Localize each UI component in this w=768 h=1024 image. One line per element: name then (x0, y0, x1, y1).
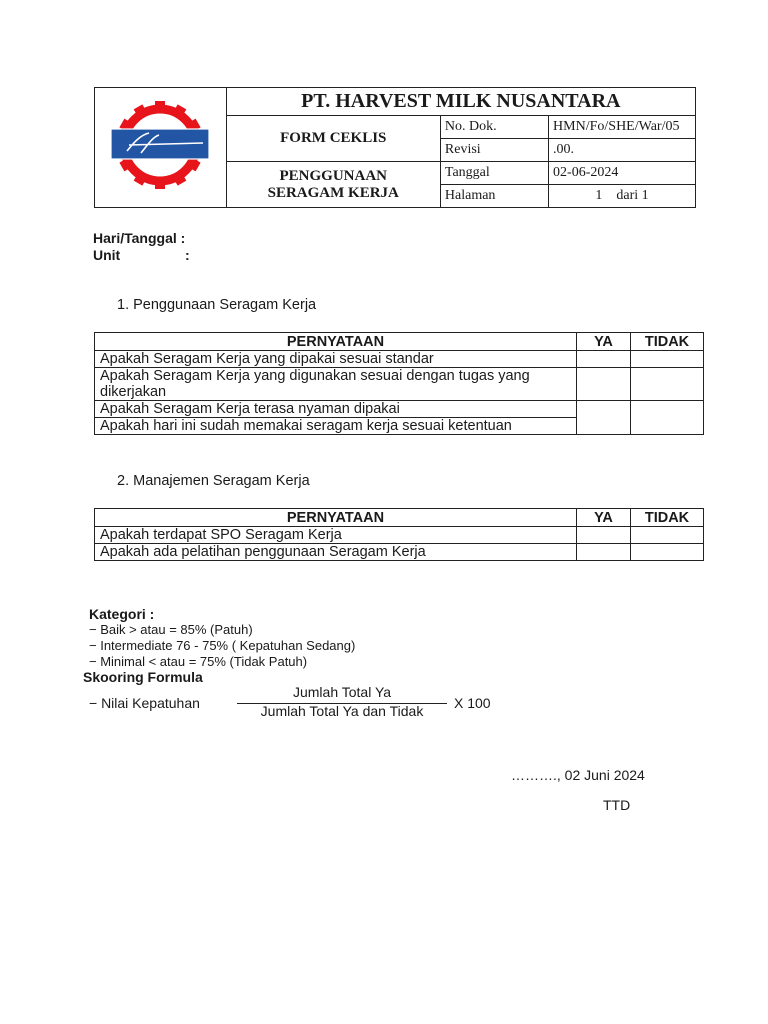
no-checkbox-cell[interactable] (631, 401, 704, 435)
yes-checkbox-cell[interactable] (577, 527, 631, 544)
section2-col-no: TIDAK (631, 509, 704, 527)
section1-col-yes: YA (577, 333, 631, 351)
section1-title: 1. Penggunaan Seragam Kerja (117, 297, 317, 313)
unit-label: Unit (93, 247, 121, 263)
statement-cell: Apakah terdapat SPO Seragam Kerja (95, 527, 577, 544)
section2-table (94, 508, 704, 561)
table-row (95, 401, 704, 418)
statement-cell: Apakah Seragam Kerja yang digunakan sesuai dengan tugas yang dikerjakan (95, 368, 577, 401)
gear-tooth (155, 101, 165, 112)
no-checkbox-cell[interactable] (631, 351, 704, 368)
doc-no-value: HMN/Fo/SHE/War/05 (549, 116, 696, 139)
form-fields (93, 230, 190, 264)
section1-col-statement: PERNYATAAN (95, 333, 577, 351)
formula-numerator: Jumlah Total Ya (292, 684, 392, 700)
category-item: − Baik > atau = 85% (Patuh) (89, 622, 253, 637)
formula-denominator: Jumlah Total Ya dan Tidak (260, 703, 424, 719)
date-value: 02-06-2024 (549, 162, 696, 185)
scoring-title: Skooring Formula (83, 669, 203, 685)
day-date-label: Hari/Tanggal : (93, 230, 186, 246)
day-date-field (93, 230, 190, 247)
category-item: − Minimal < atau = 75% (Tidak Patuh) (89, 654, 308, 669)
no-checkbox-cell[interactable] (631, 527, 704, 544)
statement-cell: Apakah Seragam Kerja terasa nyaman dipakai (95, 401, 577, 418)
statement-cell: Apakah Seragam Kerja yang dipakai sesuai standar (95, 351, 577, 368)
no-checkbox-cell[interactable] (631, 544, 704, 561)
compliance-label: − Nilai Kepatuhan (89, 695, 200, 711)
section2-col-yes: YA (577, 509, 631, 527)
form-subtitle-line2: SERAGAM KERJA (267, 184, 399, 201)
gear-tooth (155, 178, 165, 189)
doc-no-label: No. Dok. (440, 116, 548, 139)
unit-colon: : (185, 247, 190, 263)
revision-label: Revisi (440, 139, 548, 162)
place-date: ………., 02 Juni 2024 (511, 767, 645, 783)
category-item: − Intermediate 76 - 75% ( Kepatuhan Sedang) (89, 638, 356, 653)
category-title: Kategori : (89, 606, 155, 622)
form-title: FORM CEKLIS (226, 116, 440, 162)
section2-col-statement: PERNYATAAN (95, 509, 577, 527)
yes-checkbox-cell[interactable] (577, 544, 631, 561)
table-row (95, 527, 704, 544)
section1-table (94, 332, 704, 435)
no-checkbox-cell[interactable] (631, 368, 704, 401)
section2-title: 2. Manajemen Seragam Kerja (117, 473, 310, 489)
table-row (95, 368, 704, 401)
form-subtitle (226, 162, 440, 208)
yes-checkbox-cell[interactable] (577, 351, 631, 368)
unit-field (93, 247, 190, 264)
form-subtitle-line1: PENGGUNAAN (279, 167, 387, 184)
category-list (89, 606, 355, 670)
page-value: 1 dari 1 (549, 185, 696, 208)
yes-checkbox-cell[interactable] (577, 401, 631, 435)
formula-multiplier: X 100 (454, 695, 491, 711)
date-label: Tanggal (440, 162, 548, 185)
company-logo-icon (105, 95, 215, 195)
revision-value: .00. (549, 139, 696, 162)
statement-cell: Apakah hari ini sudah memakai seragam kerja sesuai ketentuan (95, 418, 577, 435)
statement-cell: Apakah ada pelatihan penggunaan Seragam Kerja (95, 544, 577, 561)
page-label: Halaman (440, 185, 548, 208)
company-name: PT. HARVEST MILK NUSANTARA (226, 88, 695, 116)
signature-label: TTD (603, 797, 631, 813)
document-header (94, 87, 696, 208)
yes-checkbox-cell[interactable] (577, 368, 631, 401)
section1-col-no: TIDAK (631, 333, 704, 351)
table-row (95, 351, 704, 368)
table-row (95, 544, 704, 561)
logo-cell (95, 88, 227, 208)
